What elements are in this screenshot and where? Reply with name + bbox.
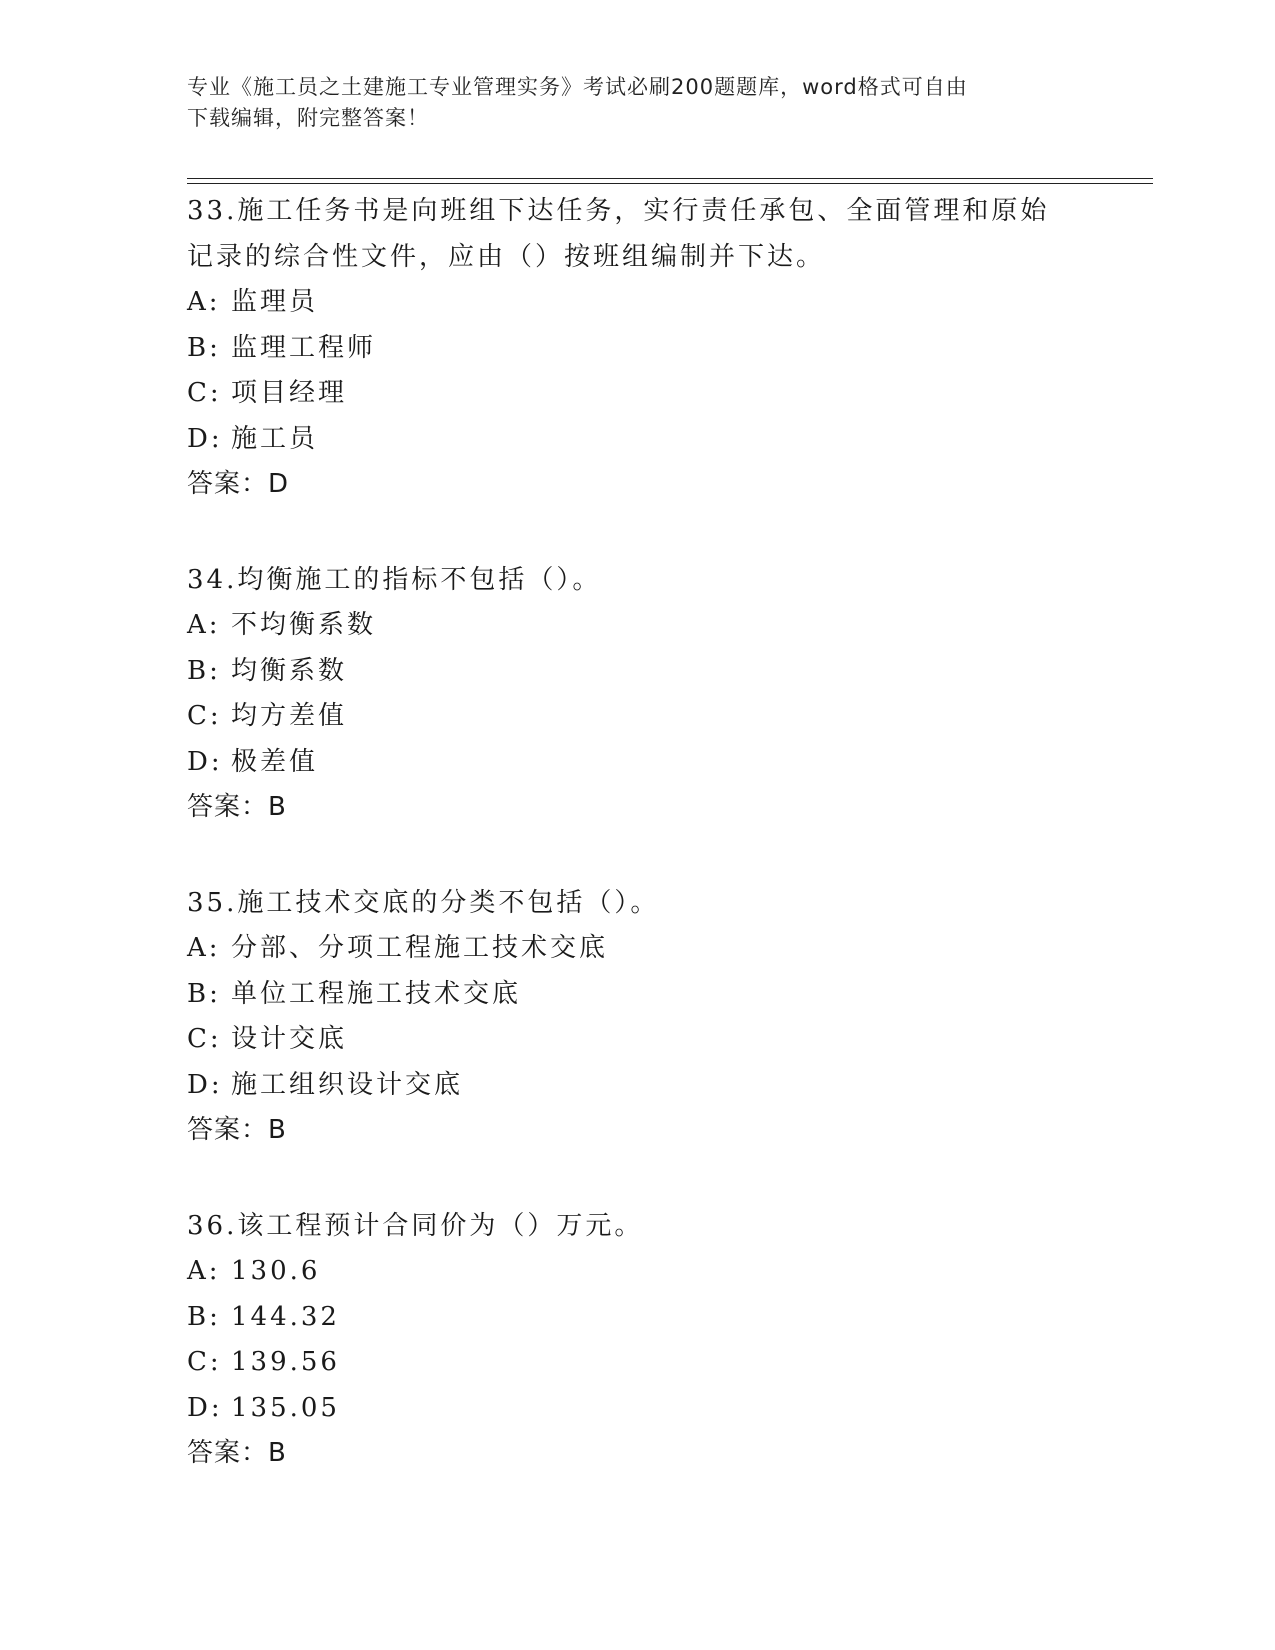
option-c — [187, 1340, 1087, 1386]
option-text: 144.32 — [231, 1301, 340, 1332]
option-text: 施工员 — [231, 423, 319, 454]
option-b — [187, 649, 1087, 695]
option-c — [187, 694, 1087, 740]
question-stem: 35.施工技术交底的分类不包括（）。 — [187, 888, 660, 918]
option-letter: D: — [187, 423, 223, 454]
option-letter: B: — [187, 1301, 221, 1332]
option-text: 单位工程施工技术交底 — [231, 978, 522, 1009]
option-c — [187, 1017, 1087, 1063]
option-letter: A: — [187, 933, 221, 963]
option-letter: C: — [187, 1347, 222, 1377]
option-text: 均衡系数 — [231, 655, 348, 686]
answer-line: 答案：B — [187, 1438, 287, 1468]
option-text: 监理工程师 — [231, 332, 377, 363]
header-rule-bottom — [187, 183, 1153, 184]
document-header — [187, 72, 1067, 134]
option-letter: B: — [187, 655, 221, 686]
option-text: 不均衡系数 — [231, 610, 377, 640]
question-36 — [187, 1203, 1087, 1476]
option-c — [187, 371, 1087, 417]
question-stem: 36.该工程预计合同价为（）万元。 — [187, 1211, 644, 1241]
option-letter: A: — [187, 1256, 221, 1286]
option-text: 项目经理 — [231, 378, 348, 408]
question-35 — [187, 880, 1087, 1153]
option-b — [187, 1295, 1087, 1341]
option-letter: D: — [187, 746, 223, 777]
header-line-1: 专业《施工员之土建施工专业管理实务》考试必刷200题题库，word格式可自由 — [187, 75, 968, 99]
option-a — [187, 1249, 1087, 1295]
option-a — [187, 926, 1087, 972]
option-d — [187, 1386, 1087, 1432]
header-rule-top — [187, 178, 1153, 179]
option-letter: B: — [187, 978, 221, 1009]
option-d — [187, 740, 1087, 786]
answer-line: 答案：D — [187, 469, 290, 499]
option-a — [187, 280, 1087, 326]
question-33 — [187, 188, 1087, 507]
option-text: 均方差值 — [231, 701, 348, 731]
answer-line: 答案：B — [187, 1115, 287, 1145]
option-letter: C: — [187, 701, 222, 731]
option-text: 130.6 — [231, 1256, 321, 1286]
option-d — [187, 417, 1087, 463]
option-letter: A: — [187, 610, 221, 640]
option-text: 139.56 — [231, 1347, 340, 1377]
option-a — [187, 603, 1087, 649]
option-text: 135.05 — [231, 1392, 340, 1423]
option-text: 极差值 — [231, 746, 319, 777]
answer-line: 答案：B — [187, 792, 287, 822]
option-letter: B: — [187, 332, 221, 363]
option-letter: D: — [187, 1069, 223, 1100]
option-letter: A: — [187, 287, 221, 317]
option-b — [187, 326, 1087, 372]
option-text: 监理员 — [231, 287, 319, 317]
option-text: 施工组织设计交底 — [231, 1069, 464, 1100]
question-list — [187, 188, 1087, 1526]
option-letter: C: — [187, 378, 222, 408]
header-line-2: 下载编辑，附完整答案！ — [187, 106, 429, 130]
option-text: 分部、分项工程施工技术交底 — [231, 933, 609, 963]
option-d — [187, 1063, 1087, 1109]
option-text: 设计交底 — [231, 1024, 348, 1054]
option-letter: C: — [187, 1024, 222, 1054]
question-stem: 34.均衡施工的指标不包括（）。 — [187, 565, 602, 595]
option-letter: D: — [187, 1392, 223, 1423]
question-34 — [187, 557, 1087, 830]
option-b — [187, 972, 1087, 1018]
question-stem: 33.施工任务书是向班组下达任务，实行责任承包、全面管理和原始记录的综合性文件，应由（）按班组编制并下达。 — [187, 196, 1050, 272]
